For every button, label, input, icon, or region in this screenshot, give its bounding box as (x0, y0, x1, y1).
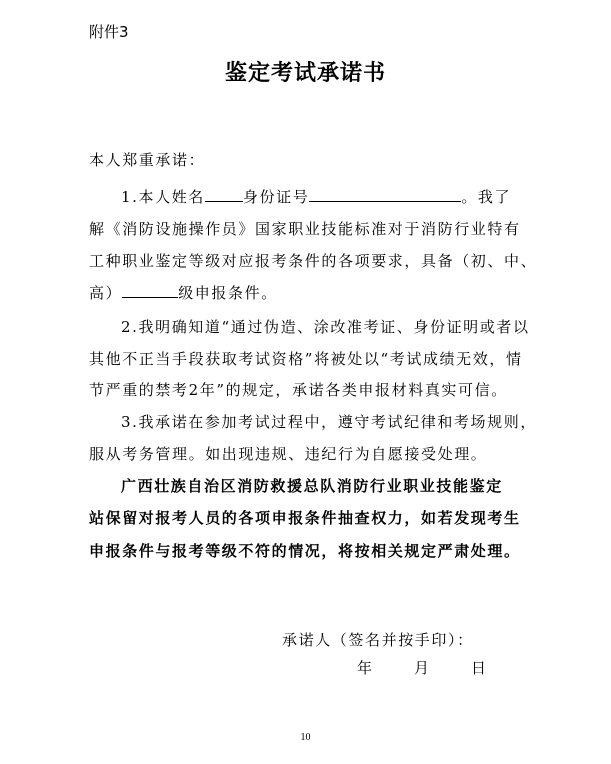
item3-line2: 服从考务管理。如出现违规、违纪行为自愿接受处理。 (89, 445, 488, 463)
page-title: 鉴定考试承诺书 (224, 60, 386, 86)
intro-text: 本人郑重承诺： (89, 151, 206, 169)
item1-line2: 解《消防设施操作员》国家职业技能标准对于消防行业特有 (89, 220, 521, 238)
name-blank (205, 187, 243, 202)
level-blank (122, 283, 178, 298)
notice-line1: 广西壮族自治区消防救援总队消防行业职业技能鉴定 (121, 477, 503, 495)
item1-line3: 工种职业鉴定等级对应报考条件的各项要求，具备（初、中、 (89, 252, 538, 270)
attachment-label: 附件3 (89, 23, 129, 41)
date-month: 月 (414, 659, 430, 677)
date-day: 日 (471, 659, 487, 677)
level-label: 高） (89, 284, 123, 302)
notice-line3: 申报条件与报考等级不符的情况，将按相关规定严肃处理。 (89, 542, 521, 560)
item1-line1 (121, 186, 511, 207)
id-blank (309, 187, 461, 202)
signature-label: 承诺人（签名并按手印）： (282, 631, 474, 649)
item1-line4 (89, 282, 278, 303)
name-label: 1.本人姓名 (121, 188, 205, 206)
date-year: 年 (357, 659, 373, 677)
item1-line1-tail: 。我了 (461, 188, 512, 206)
item2-line3: 节严重的禁考2年”的规定，承诺各类申报材料真实可信。 (89, 381, 508, 399)
item2-line2: 其他不正当手段获取考试资格”将被处以“考试成绩无效，情 (89, 350, 523, 368)
level-tail: 级申报条件。 (178, 284, 278, 302)
item2-line1: 2.我明确知道“通过伪造、涂改准考证、身份证明或者以 (121, 318, 530, 336)
id-label: 身份证号 (242, 188, 310, 206)
notice-line2: 站保留对报考人员的各项申报条件抽查权力，如若发现考生 (89, 509, 521, 527)
page-number: 10 (300, 732, 311, 743)
item3-line1: 3.我承诺在参加考试过程中，遵守考试纪律和考场规则， (121, 413, 537, 431)
